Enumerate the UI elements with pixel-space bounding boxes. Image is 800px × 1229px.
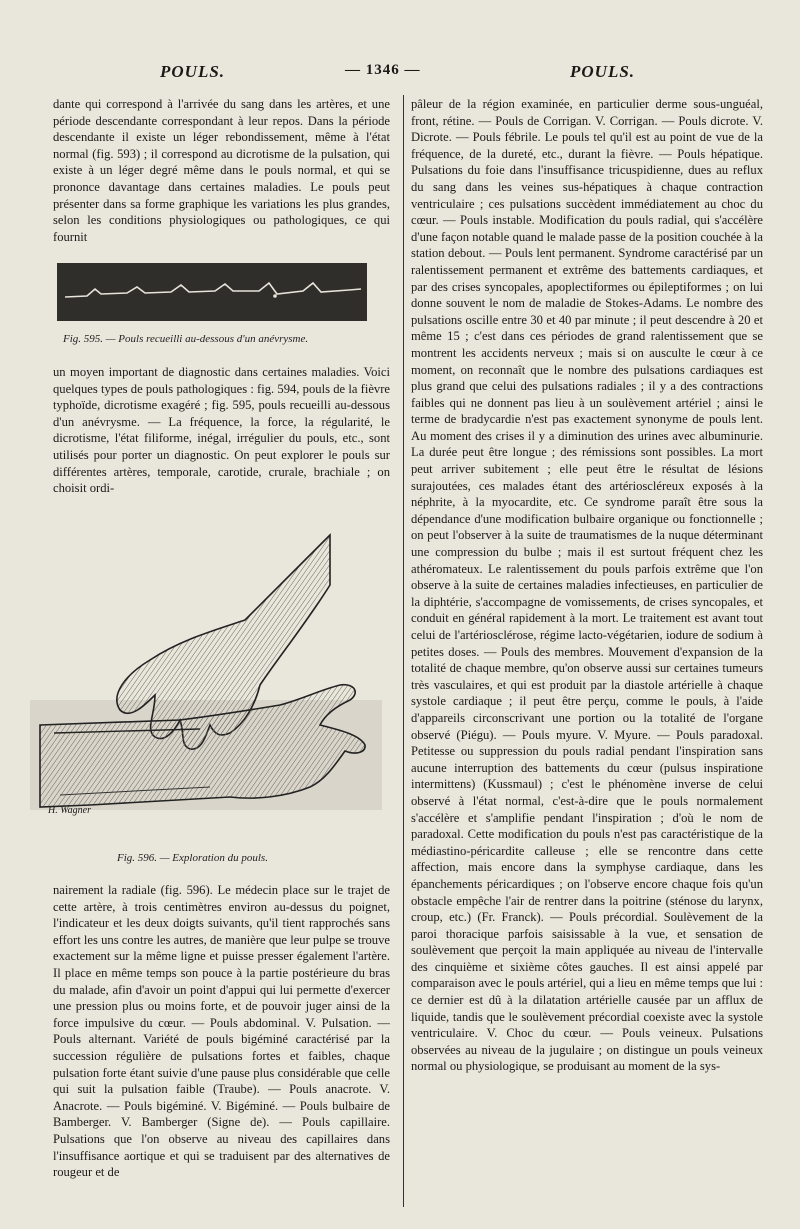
paragraph-pulse-types: un moyen important de diagnostic dans certaines maladies. Voici quelques types de pouls pathologiques : fig. 594, pouls de la fièvre typhoïde, dicrotisme exagéré ; fig. 595, pouls recueilli au-dessous d'un anévrysme. — La fréquence, la force, la régularité, le dicrotisme, l'état filiforme, inégal, irrégulier du pouls, etc., sont utilisés pour porter un diagnostic. On peut explorer le pouls sur différentes artères, temporale, carotide, crurale, brachiale ; on choisit ordi- [53,365,390,496]
left-column-text-middle [53,364,390,496]
left-column-text-bottom [53,882,390,1200]
figure-595-caption: Fig. 595. — Pouls recueilli au-dessous d'un anévrysme. [63,333,309,345]
illustrator-signature: H. Wagner [48,805,91,816]
pulse-exploration-illustration [30,525,382,835]
pulse-tracing-figure [57,263,367,321]
column-divider [403,95,404,1207]
running-head-right: POULS. [570,62,636,81]
running-head-left: POULS. [160,62,226,81]
right-column-text [411,96,763,1208]
paragraph-pulse-phases: dante qui correspond à l'arrivée du sang dans les artères, et une période descendante correspondant à leur repos. Dans la période descendante il existe un léger rebondissement, même à l'état normal (fig. 593) ; il correspond au dicrotisme de la pulsation, qui existe à un léger degré même dans le pouls normal, et qui se prononce davantage dans certaines maladies. Le pouls peut présenter dans sa forme graphique les variations les plus grandes, selon les conditions physiologiques ou pathologiques, ce qui fournit [53,97,390,244]
paragraph-pulse-varieties: pâleur de la région examinée, en particulier derme sous-unguéal, front, rétine. — Pouls de Corrigan. V. Corrigan. — Pouls dicrote. V. Dicrote. — Pouls fébrile. Le pouls tel qu'il est au point de vue de la fréquence, de la dureté, etc., durant la fièvre. — Pouls hépatique. Pulsations du foie dans l'insuffisance tricuspidienne, dues au reflux du sang dans les veines sus-hépatiques à chaque contraction ventriculaire ; ces pulsations succèdent immédiatement au choc du cœur. — Pouls instable. Modification du pouls radial, qui s'accélère d'une façon notable quand le malade passe de la position couchée à la station debout. — Pouls lent permanent. Syndrome caractérisé par un ralentissement permanent et extrême des battements cardiaques, et par des crises syncopales, apoplectiformes ou épileptiformes ; on lui donne souvent le nom de maladie de Stokes-Adams. Le nombre des pulsations oscille entre 30 et 40 par minute ; il peut descendre à 20 et même 15 ; c'est dans ces périodes de grand ralentissement que se montrent les accidents nerveux ; mais si on ausculte le cœur à ce moment, on reconnaît que le nombre des pulsations cardiaques est plus grand que celui des pulsations radiales ; il y a des contractions faibles qui ne donnent pas lieu à un soulèvement artériel ; ainsi le terme de bradycardie n'est pas exactement synonyme de pouls lent. Au moment des crises il y a diminution des urines avec albuminurie. La durée peut être longue ; des rémissions sont possibles. La mort peut arriver subitement ; elle peut être le résultat de lésions surajoutées, ces malades étant des artérioscléreux exposés à la néphrite, à la myocardite, etc. Ce syndrome paraît être sous la dépendance d'une modification bulbaire organique ou fonctionnelle ; on peut l'observer à la suite de traumatismes de la nuque déterminant une compression du bulbe ; mais il est surtout fréquent chez les athéromateux. Le ralentissement du pouls parfois extrême que l'on observe à la suite de certaines maladies infectieuses, en particulier de la diphtérie, s'accompagne de vomissements, de crises syncopales, et conduit en général rapidement à la mort. Le traitement est avant tout celui de l'artériosclérose, régime lacto-végétarien, iodure de sodium à petites doses. — Pouls des membres. Mouvement d'expansion de la totalité de chaque membre, qu'on observe aussi sur certaines tumeurs très vasculaires, et qui est produit par la diastole artérielle à chaque systole cardiaque ; il peut être perçu, comme le pouls, à l'aide d'appareils circonscrivant une portion ou la totalité de l'organe observé (Piégu). — Pouls myure. V. Myure. — Pouls paradoxal. Petitesse ou suppression du pouls radial pendant l'inspiration sans aucune interruption des battements du cœur (pulsus inspiratione intermittens) (Kussmaul) ; c'est le phénomène inverse de celui observé à l'état normal, c'est-à-dire que le pouls normalement s'accélère et s'amplifie pendant l'inspiration ; d'où le nom de paradoxal. Cette modification du pouls n'est pas caractéristique de la médiastino-péricardite calleuse ; elle se rencontre dans cette affection, mais encore dans la symphyse cardiaque, dans les épanchements péricardiques ; on l'observe encore chaque fois qu'un obstacle empêche l'air de rentrer dans la poitrine (sténose du larynx, croup, etc.) (Fr. Franck). — Pouls précordial. Soulèvement de la paroi thoracique parfois saisissable à la vue, et sensation de soulèvement que perçoit la main appliquée au niveau de l'intervalle des cinquième et sixième côtes gauches. Il est ainsi appelé par comparaison avec le pouls artériel, qui a lieu en même temps que lui : ce dernier est dû à la dilatation artérielle causée par un afflux de liquide, tandis que le soulèvement précordial coexiste avec la systole ventriculaire. V. Choc du cœur. — Pouls veineux. Pulsations observées au niveau de la jugulaire ; on distingue un pouls veineux normal ou physiologique, se produisant au moment de la sys- [411,97,763,1074]
paragraph-radial-exploration: nairement la radiale (fig. 596). Le médecin place sur le trajet de cette artère, à trois centimètres environ au-dessus du poignet, l'indicateur et les deux doigts suivants, qu'il tient rapprochés sans effort les uns contre les autres, de manière que leur pulpe se trouve exactement sur la même ligne et puisse presser également l'artère. Il place en même temps son pouce à la partie postérieure du bras du malade, afin d'avoir un point d'appui qui lui permette d'exercer une pression plus ou moins forte, et de pouvoir juger ainsi de la force impulsive du cœur. — Pouls abdominal. V. Pulsation. — Pouls alternant. Variété de pouls bigéminé caractérisé par la succession régulière de pulsations fortes et faibles, chaque pulsation forte étant suivie d'une pause plus considérable que celle qui suit la pulsation faible (Traube). — Pouls anacrote. V. Anacrote. — Pouls bigéminé. V. Bigéminé. — Pouls bulbaire de Bamberger. V. Bamberger (Signe de). — Pouls capillaire. Pulsations que l'on observe au niveau des capillaires dans l'insuffisance aortique et qui se traduisent par des alternatives de rougeur et de [53,883,390,1180]
left-column-text-top [53,96,390,249]
figure-596-caption: Fig. 596. — Exploration du pouls. [117,852,268,864]
page-number: — 1346 — [345,62,421,78]
